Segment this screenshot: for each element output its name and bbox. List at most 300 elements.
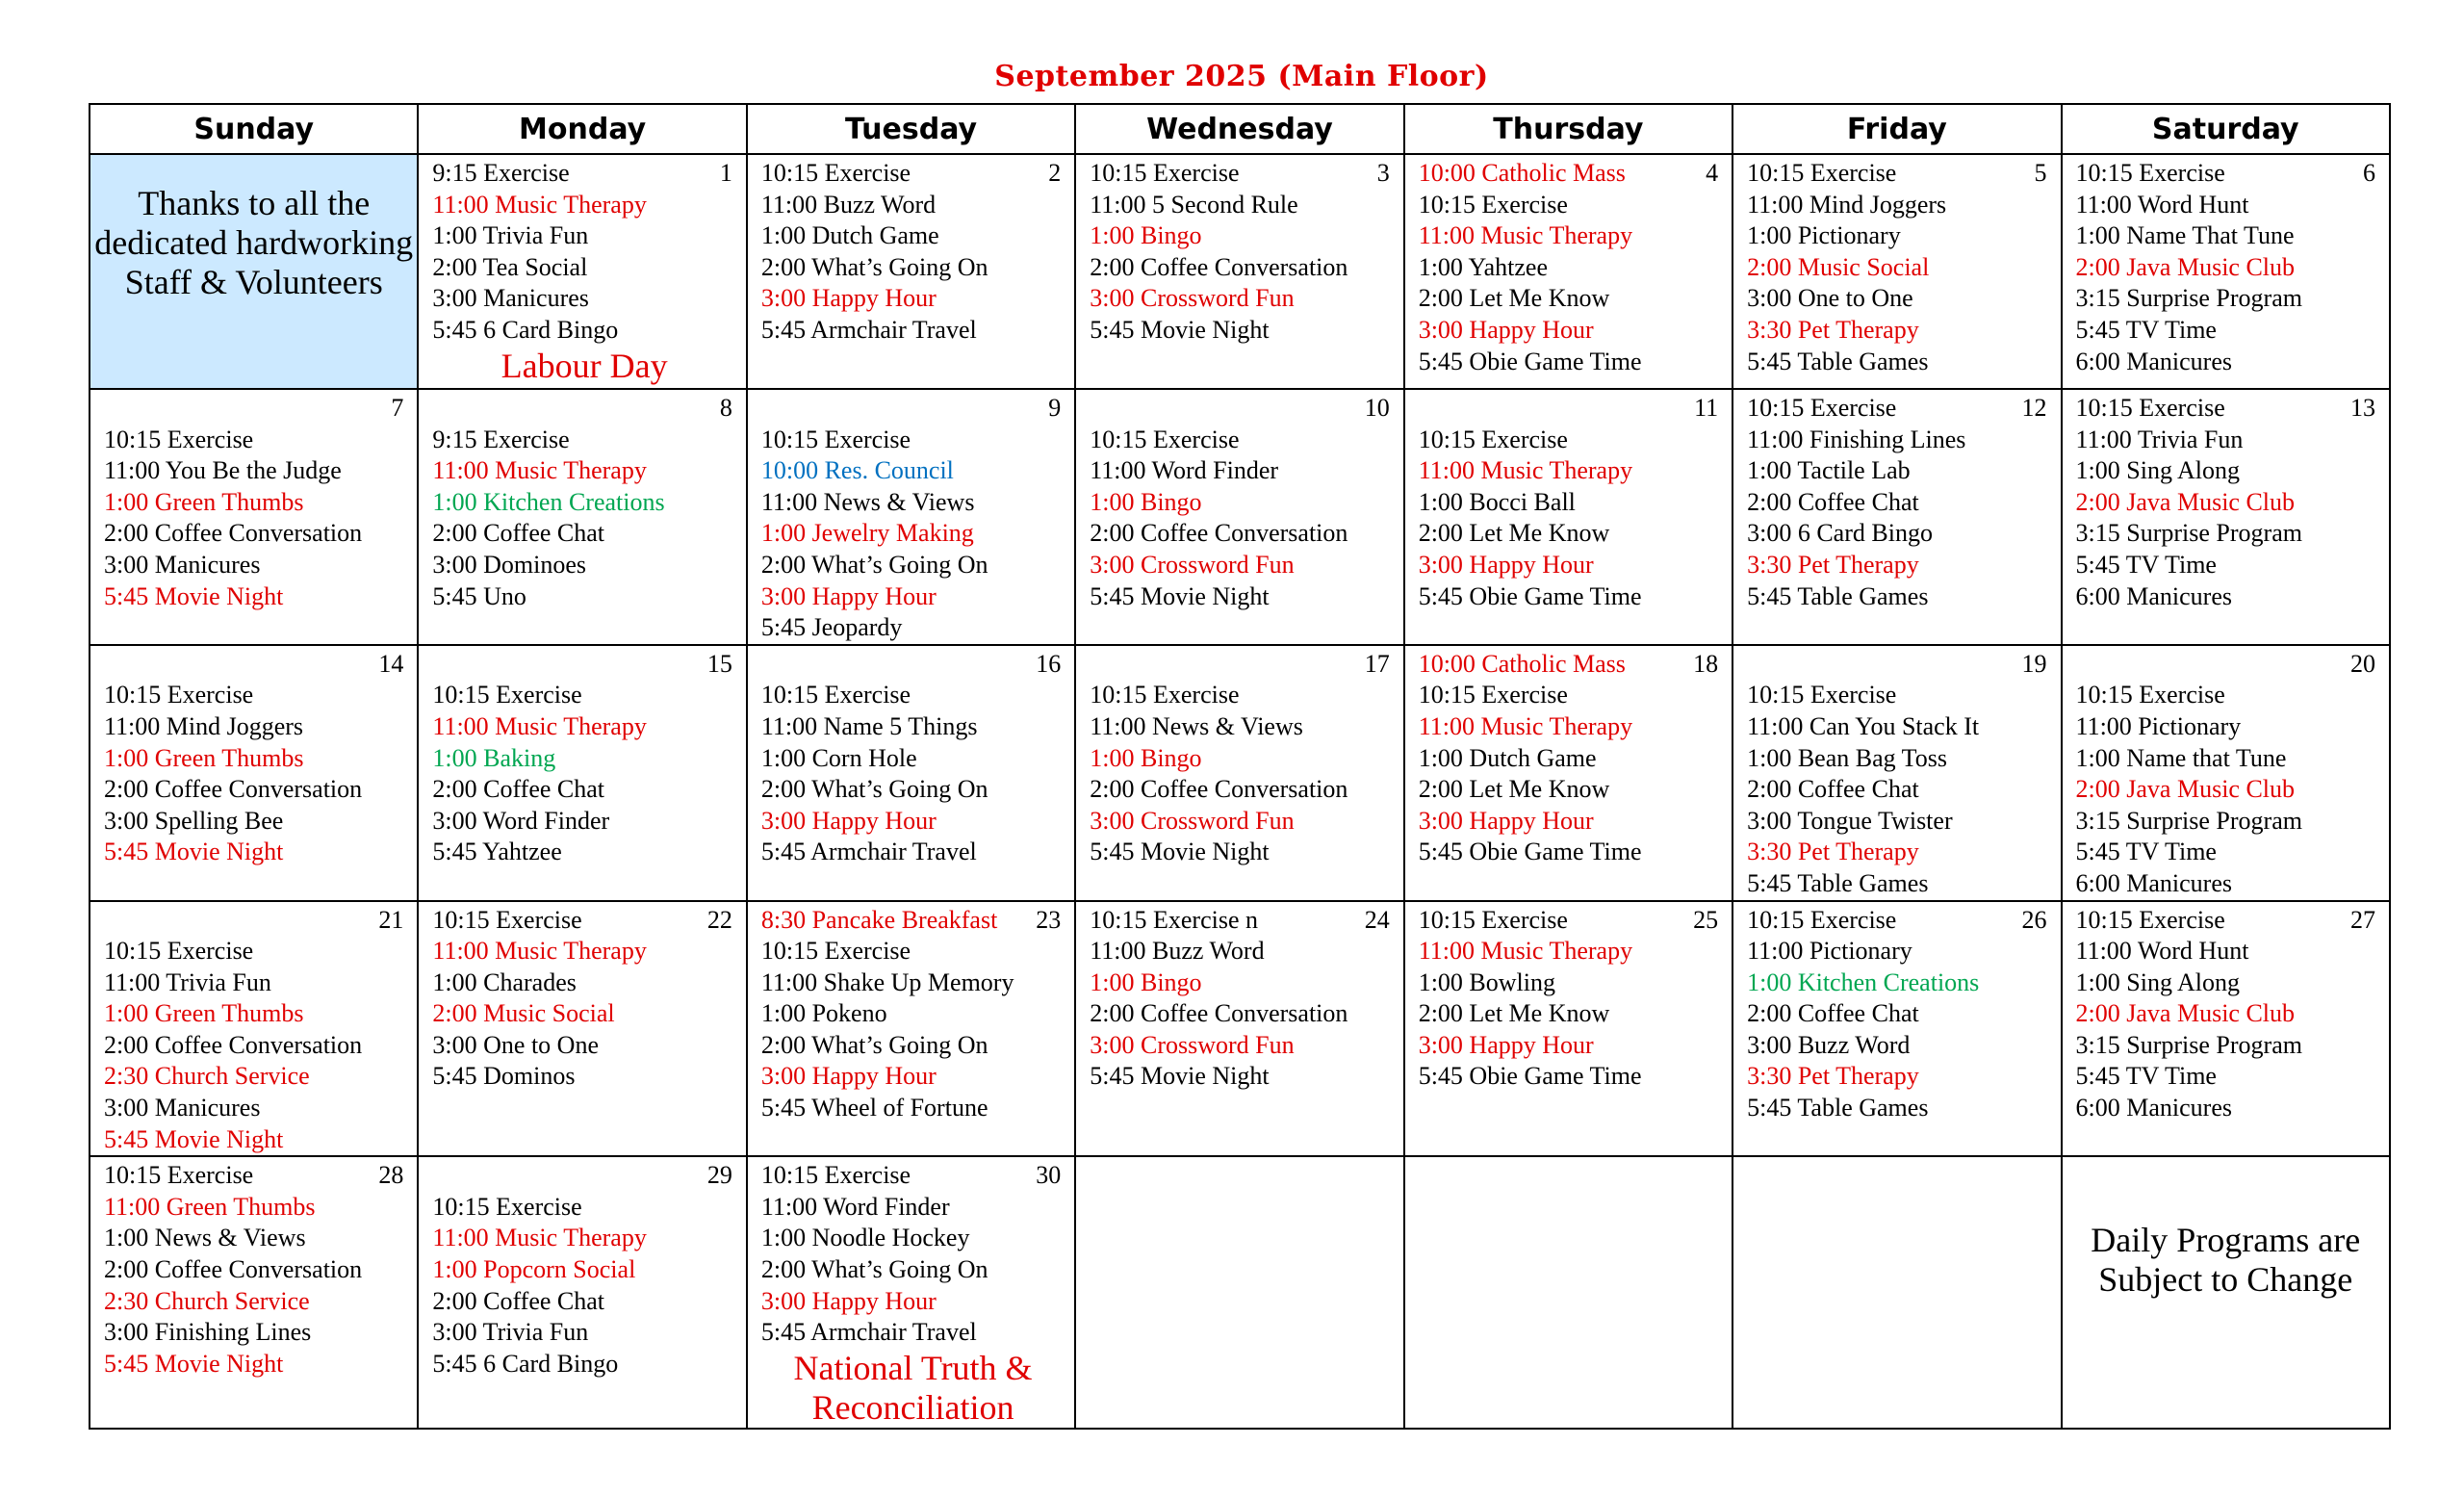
event-item: 3:00 Buzz Word <box>1747 1030 1911 1059</box>
event-item: 5:45 Movie Night <box>1090 838 1270 866</box>
event-item: 1:00 Charades <box>432 967 577 996</box>
event-item: 10:15 Exercise n <box>1090 905 1258 934</box>
event-item: 3:00 Manicures <box>432 284 589 313</box>
event-item: 3:30 Pet Therapy <box>1747 838 1919 866</box>
event-item: 1:00 Pictionary <box>1747 221 1901 250</box>
event-item: 2:00 Coffee Chat <box>432 775 605 804</box>
event-item: 2:00 Java Music Club <box>2075 252 2296 281</box>
event-item: 1:00 Name that Tune <box>2075 743 2287 772</box>
event-item: 11:00 Name 5 Things <box>760 711 978 740</box>
event-item: 11:00 Finishing Lines <box>1747 425 1966 453</box>
event-item: 5:45 Movie Night <box>104 838 284 866</box>
empty-day-cell <box>1075 1156 1403 1429</box>
day-cell <box>747 645 1075 901</box>
weekday-sunday: Sunday <box>90 104 418 154</box>
event-item: 2:00 What’s Going On <box>760 252 988 281</box>
event-item: 10:15 Exercise <box>1747 159 1897 187</box>
event-item: 2:00 What’s Going On <box>760 550 988 579</box>
event-item: 10:15 Exercise <box>104 425 254 453</box>
event-item: 8:30 Pancake Breakfast <box>760 905 998 934</box>
day-cell <box>1075 154 1403 389</box>
day-number: 25 <box>1693 905 1719 934</box>
day-cell-content <box>419 646 745 900</box>
thanks-note: Thanks to all the dedicated hardworking Staff & Volunteers <box>94 184 414 301</box>
event-item: 2:00 Coffee Conversation <box>1090 519 1348 548</box>
event-item: 10:15 Exercise <box>104 681 254 709</box>
event-item: 10:15 Exercise <box>2075 681 2225 709</box>
event-item: 11:00 News & Views <box>760 487 975 516</box>
thanks-note-cell <box>90 154 418 389</box>
week-row <box>90 1156 2390 1429</box>
day-cell <box>90 901 418 1157</box>
event-item: 10:15 Exercise <box>1090 159 1240 187</box>
day-number: 30 <box>1036 1161 1062 1190</box>
empty-day-cell <box>1732 1156 2061 1429</box>
event-item: 10:15 Exercise <box>1090 681 1240 709</box>
event-item: 1:00 Dutch Game <box>760 221 939 250</box>
event-item: 3:00 6 Card Bingo <box>1747 519 1933 548</box>
event-item: 3:00 Happy Hour <box>1418 315 1594 344</box>
day-number: 24 <box>1364 905 1390 934</box>
week-row <box>90 645 2390 901</box>
day-cell-content <box>1733 902 2060 1156</box>
day-cell <box>1075 389 1403 645</box>
event-item: 5:45 Armchair Travel <box>760 315 977 344</box>
event-item: 11:00 Green Thumbs <box>104 1192 316 1221</box>
event-item: 10:15 Exercise <box>432 681 582 709</box>
event-item: 11:00 Mind Joggers <box>1747 190 1947 219</box>
holiday-label: National Truth & Reconciliation <box>793 1348 1033 1427</box>
weekday-thursday: Thursday <box>1404 104 1732 154</box>
day-cell <box>2062 154 2390 389</box>
event-item: 3:00 Happy Hour <box>1418 806 1594 835</box>
event-item: 2:00 Java Music Club <box>2075 487 2296 516</box>
event-item: 11:00 Word Finder <box>1090 456 1279 485</box>
event-item: 5:45 Table Games <box>1747 581 1929 610</box>
event-item: 6:00 Manicures <box>2075 868 2232 897</box>
event-item: 5:45 TV Time <box>2075 1062 2217 1091</box>
event-item: 5:45 Jeopardy <box>760 613 903 642</box>
day-number: 26 <box>2021 905 2047 934</box>
day-number: 10 <box>1364 394 1390 422</box>
event-item: 11:00 Buzz Word <box>760 190 937 219</box>
day-cell <box>747 154 1075 389</box>
day-cell-content <box>1076 902 1402 1156</box>
event-item: 3:00 Crossword Fun <box>1090 806 1295 835</box>
schedule-note-cell <box>2062 1156 2390 1429</box>
event-item: 2:30 Church Service <box>104 1286 310 1315</box>
weekday-tuesday: Tuesday <box>747 104 1075 154</box>
event-item: 1:00 Bowling <box>1418 967 1555 996</box>
event-item: 5:45 Obie Game Time <box>1418 581 1642 610</box>
day-cell-content <box>1076 155 1402 388</box>
day-cell-content <box>1733 155 2060 388</box>
event-item: 2:00 Coffee Conversation <box>1090 252 1348 281</box>
event-item: 11:00 5 Second Rule <box>1090 190 1298 219</box>
day-cell-content <box>1405 155 1732 388</box>
day-number: 21 <box>378 905 404 934</box>
weekday-saturday: Saturday <box>2062 104 2390 154</box>
day-cell <box>747 901 1075 1157</box>
event-item: 1:00 Baking <box>432 743 556 772</box>
event-item: 2:00 Let Me Know <box>1418 284 1610 313</box>
event-item: 11:00 News & Views <box>1090 711 1303 740</box>
day-cell-content <box>1405 390 1732 644</box>
event-item: 5:45 6 Card Bingo <box>432 315 619 344</box>
event-item: 2:00 Coffee Conversation <box>104 1030 363 1059</box>
event-item: 3:00 Happy Hour <box>760 284 937 313</box>
day-number: 14 <box>378 649 404 678</box>
event-item: 3:15 Surprise Program <box>2075 519 2302 548</box>
event-item: 10:15 Exercise <box>760 1161 911 1190</box>
event-item: 5:45 Movie Night <box>1090 315 1270 344</box>
day-cell-content <box>1405 902 1732 1156</box>
day-cell <box>1075 645 1403 901</box>
event-item: 5:45 Obie Game Time <box>1418 1062 1642 1091</box>
event-item: 11:00 Music Therapy <box>432 1224 647 1252</box>
event-item: 1:00 Pokeno <box>760 999 887 1028</box>
day-cell <box>1732 901 2061 1157</box>
event-item: 1:00 Name That Tune <box>2075 221 2295 250</box>
event-item: 1:00 Noodle Hockey <box>760 1224 970 1252</box>
event-item: 10:00 Res. Council <box>760 456 954 485</box>
calendar-body <box>90 154 2390 1429</box>
event-item: 11:00 Music Therapy <box>432 711 647 740</box>
event-item: 1:00 Bingo <box>1090 221 1202 250</box>
event-item: 3:15 Surprise Program <box>2075 806 2302 835</box>
event-item: 5:45 TV Time <box>2075 550 2217 579</box>
day-cell <box>1404 645 1732 901</box>
event-item: 2:00 Coffee Chat <box>432 1286 605 1315</box>
event-item: 10:15 Exercise <box>432 905 582 934</box>
event-item: 3:00 Trivia Fun <box>432 1318 589 1347</box>
day-number: 28 <box>378 1161 404 1190</box>
day-cell <box>418 389 746 645</box>
event-item: 3:00 Finishing Lines <box>104 1318 312 1347</box>
event-item: 10:15 Exercise <box>1747 394 1897 422</box>
event-item: 2:00 What’s Going On <box>760 775 988 804</box>
event-item: 3:00 Happy Hour <box>760 806 937 835</box>
event-item: 1:00 Corn Hole <box>760 743 917 772</box>
day-cell-content <box>2063 390 2389 644</box>
event-item: 5:45 Armchair Travel <box>760 838 977 866</box>
event-item: 3:00 One to One <box>1747 284 1913 313</box>
event-item: 2:00 Tea Social <box>432 252 588 281</box>
event-item: 5:45 Table Games <box>1747 347 1929 375</box>
event-item: 10:15 Exercise <box>760 159 911 187</box>
day-cell-content <box>419 390 745 644</box>
event-item: 1:00 Kitchen Creations <box>1747 967 1980 996</box>
event-item: 10:15 Exercise <box>104 1161 254 1190</box>
day-cell <box>1404 901 1732 1157</box>
event-item: 11:00 Word Finder <box>760 1192 950 1221</box>
day-cell <box>418 154 746 389</box>
event-item: 5:45 Armchair Travel <box>760 1318 977 1347</box>
event-item: 11:00 Shake Up Memory <box>760 967 1014 996</box>
day-number: 1 <box>719 159 732 187</box>
event-item: 10:15 Exercise <box>2075 159 2225 187</box>
event-item: 3:00 Happy Hour <box>1418 550 1594 579</box>
day-number: 9 <box>1048 394 1062 422</box>
event-item: 11:00 Buzz Word <box>1090 937 1265 966</box>
event-item: 3:00 Happy Hour <box>760 1286 937 1315</box>
event-item: 2:00 Music Social <box>1747 252 1930 281</box>
day-cell <box>1732 645 2061 901</box>
event-item: 2:00 Let Me Know <box>1418 775 1610 804</box>
day-cell-content <box>1076 390 1402 644</box>
event-item: 2:00 Coffee Conversation <box>1090 999 1348 1028</box>
event-item: 9:15 Exercise <box>432 159 570 187</box>
day-cell <box>2062 901 2390 1157</box>
event-item: 2:00 Coffee Conversation <box>104 519 363 548</box>
event-item: 5:45 TV Time <box>2075 315 2217 344</box>
day-cell-content <box>1733 390 2060 644</box>
event-item: 1:00 Green Thumbs <box>104 999 304 1028</box>
day-cell <box>90 389 418 645</box>
day-cell-content <box>90 902 417 1156</box>
day-number: 22 <box>706 905 732 934</box>
day-number: 13 <box>2350 394 2375 422</box>
day-number: 5 <box>2034 159 2047 187</box>
event-item: 5:45 Movie Night <box>104 1124 284 1153</box>
day-cell-content <box>1405 646 1732 900</box>
event-item: 5:45 6 Card Bingo <box>432 1349 619 1378</box>
day-number: 12 <box>2021 394 2047 422</box>
event-item: 1:00 Bingo <box>1090 967 1202 996</box>
event-item: 11:00 Can You Stack It <box>1747 711 1980 740</box>
day-cell-content <box>748 1157 1074 1428</box>
event-item: 3:00 Manicures <box>104 1094 261 1122</box>
event-item: 5:45 Table Games <box>1747 868 1929 897</box>
day-cell <box>90 1156 418 1429</box>
day-number: 16 <box>1036 649 1062 678</box>
event-item: 1:00 Tactile Lab <box>1747 456 1911 485</box>
event-item: 3:00 Happy Hour <box>760 1062 937 1091</box>
week-row <box>90 389 2390 645</box>
event-item: 5:45 Obie Game Time <box>1418 838 1642 866</box>
event-item: 11:00 Trivia Fun <box>104 967 271 996</box>
day-cell-content <box>419 902 745 1156</box>
event-item: 11:00 Pictionary <box>1747 937 1912 966</box>
day-number: 23 <box>1036 905 1062 934</box>
day-cell-content <box>1733 646 2060 900</box>
day-cell <box>1075 901 1403 1157</box>
day-number: 18 <box>1693 649 1719 678</box>
day-cell-content <box>748 646 1074 900</box>
week-row <box>90 154 2390 389</box>
event-item: 1:00 Bingo <box>1090 487 1202 516</box>
event-item: 5:45 Movie Night <box>1090 581 1270 610</box>
event-item: 3:30 Pet Therapy <box>1747 1062 1919 1091</box>
event-item: 3:30 Pet Therapy <box>1747 550 1919 579</box>
day-cell-content <box>2063 902 2389 1156</box>
event-item: 1:00 Sing Along <box>2075 456 2241 485</box>
day-cell <box>2062 389 2390 645</box>
day-cell-content <box>1076 646 1402 900</box>
day-cell-content <box>748 390 1074 644</box>
event-item: 10:15 Exercise <box>1747 681 1897 709</box>
day-cell <box>747 389 1075 645</box>
event-item: 2:00 Music Social <box>432 999 615 1028</box>
event-item: 11:00 Trivia Fun <box>2075 425 2244 453</box>
event-item: 1:00 Dutch Game <box>1418 743 1597 772</box>
day-cell <box>2062 645 2390 901</box>
event-item: 3:15 Surprise Program <box>2075 1030 2302 1059</box>
event-item: 2:00 Coffee Chat <box>1747 999 1919 1028</box>
day-cell-content <box>419 1157 745 1428</box>
event-item: 9:15 Exercise <box>432 425 570 453</box>
day-number: 7 <box>391 394 404 422</box>
day-number: 29 <box>706 1161 732 1190</box>
day-number: 17 <box>1364 649 1390 678</box>
event-item: 2:30 Church Service <box>104 1062 310 1091</box>
event-item: 1:00 Popcorn Social <box>432 1255 636 1284</box>
event-item: 2:00 Let Me Know <box>1418 519 1610 548</box>
event-item: 6:00 Manicures <box>2075 1094 2232 1122</box>
day-cell-content <box>2063 155 2389 388</box>
event-item: 3:00 Tongue Twister <box>1747 806 1953 835</box>
event-item: 3:00 Crossword Fun <box>1090 1030 1295 1059</box>
event-item: 11:00 Music Therapy <box>1418 937 1633 966</box>
event-item: 5:45 TV Time <box>2075 838 2217 866</box>
day-number: 8 <box>719 394 732 422</box>
event-item: 11:00 You Be the Judge <box>104 456 342 485</box>
calendar-grid <box>89 103 2391 1430</box>
event-item: 11:00 Music Therapy <box>432 937 647 966</box>
event-item: 11:00 Word Hunt <box>2075 190 2249 219</box>
event-item: 11:00 Word Hunt <box>2075 937 2249 966</box>
event-item: 10:15 Exercise <box>1090 425 1240 453</box>
event-item: 11:00 Music Therapy <box>1418 221 1633 250</box>
holiday-label: Labour Day <box>500 346 668 385</box>
day-cell <box>90 645 418 901</box>
event-item: 10:15 Exercise <box>1418 425 1568 453</box>
event-item: 3:00 One to One <box>432 1030 600 1059</box>
event-item: 3:30 Pet Therapy <box>1747 315 1919 344</box>
event-item: 10:00 Catholic Mass <box>1418 159 1626 187</box>
event-item: 1:00 Bean Bag Toss <box>1747 743 1947 772</box>
event-item: 3:15 Surprise Program <box>2075 284 2302 313</box>
event-item: 2:00 What’s Going On <box>760 1030 988 1059</box>
event-item: 1:00 Kitchen Creations <box>432 487 665 516</box>
day-number: 19 <box>2021 649 2047 678</box>
weekday-header-row <box>90 104 2390 154</box>
day-number: 15 <box>706 649 732 678</box>
event-item: 5:45 Movie Night <box>104 1349 284 1378</box>
event-item: 10:15 Exercise <box>760 937 911 966</box>
event-item: 2:00 Java Music Club <box>2075 999 2296 1028</box>
day-cell <box>418 645 746 901</box>
event-item: 5:45 Wheel of Fortune <box>760 1094 988 1122</box>
event-item: 2:00 What’s Going On <box>760 1255 988 1284</box>
day-cell-content <box>90 1157 417 1428</box>
event-item: 10:15 Exercise <box>432 1192 582 1221</box>
day-number: 2 <box>1048 159 1062 187</box>
event-item: 10:15 Exercise <box>1418 905 1568 934</box>
event-item: 5:45 Table Games <box>1747 1094 1929 1122</box>
week-row <box>90 901 2390 1157</box>
event-item: 11:00 Music Therapy <box>1418 711 1633 740</box>
event-item: 5:45 Movie Night <box>104 581 284 610</box>
event-item: 10:15 Exercise <box>2075 905 2225 934</box>
event-item: 1:00 Green Thumbs <box>104 487 304 516</box>
day-number: 11 <box>1694 394 1719 422</box>
event-item: 11:00 Pictionary <box>2075 711 2242 740</box>
event-item: 2:00 Java Music Club <box>2075 775 2296 804</box>
event-item: 10:15 Exercise <box>760 425 911 453</box>
day-number: 20 <box>2350 649 2375 678</box>
day-cell <box>1732 389 2061 645</box>
day-cell-content <box>2063 646 2389 900</box>
day-number: 27 <box>2350 905 2375 934</box>
day-number: 3 <box>1376 159 1390 187</box>
event-item: 10:15 Exercise <box>1418 190 1568 219</box>
event-item: 10:00 Catholic Mass <box>1418 649 1626 678</box>
event-item: 1:00 Jewelry Making <box>760 519 974 548</box>
event-item: 1:00 Green Thumbs <box>104 743 304 772</box>
event-item: 2:00 Coffee Chat <box>432 519 605 548</box>
event-item: 10:15 Exercise <box>104 937 254 966</box>
calendar-title: September 2025 (Main Floor) <box>994 60 1489 93</box>
event-item: 3:00 Happy Hour <box>760 581 937 610</box>
event-item: 5:45 Uno <box>432 581 526 610</box>
event-item: 2:00 Let Me Know <box>1418 999 1610 1028</box>
event-item: 5:45 Movie Night <box>1090 1062 1270 1091</box>
event-item: 2:00 Coffee Conversation <box>104 1255 363 1284</box>
day-cell <box>1732 154 2061 389</box>
event-item: 2:00 Coffee Chat <box>1747 775 1919 804</box>
day-number: 6 <box>2363 159 2375 187</box>
day-cell <box>418 1156 746 1429</box>
event-item: 1:00 Bocci Ball <box>1418 487 1576 516</box>
event-item: 10:15 Exercise <box>1418 681 1568 709</box>
event-item: 11:00 Music Therapy <box>432 190 647 219</box>
event-item: 5:45 Yahtzee <box>432 838 562 866</box>
day-cell-content <box>419 155 745 388</box>
event-item: 2:00 Coffee Chat <box>1747 487 1919 516</box>
schedule-change-note: Daily Programs are Subject to Change <box>2091 1221 2361 1300</box>
empty-day-cell <box>1404 1156 1732 1429</box>
event-item: 1:00 Bingo <box>1090 743 1202 772</box>
event-item: 11:00 Music Therapy <box>1418 456 1633 485</box>
event-item: 1:00 Yahtzee <box>1418 252 1549 281</box>
day-cell-content <box>90 390 417 644</box>
event-item: 3:00 Word Finder <box>432 806 610 835</box>
event-item: 11:00 Music Therapy <box>432 456 647 485</box>
event-item: 3:00 Crossword Fun <box>1090 550 1295 579</box>
event-item: 6:00 Manicures <box>2075 347 2232 375</box>
event-item: 3:00 Crossword Fun <box>1090 284 1295 313</box>
event-item: 5:45 Obie Game Time <box>1418 347 1642 375</box>
day-cell-content <box>748 155 1074 388</box>
weekday-monday: Monday <box>418 104 746 154</box>
day-cell <box>1404 154 1732 389</box>
event-item: 11:00 Mind Joggers <box>104 711 304 740</box>
event-item: 3:00 Happy Hour <box>1418 1030 1594 1059</box>
day-cell <box>747 1156 1075 1429</box>
day-cell <box>1404 389 1732 645</box>
event-item: 3:00 Dominoes <box>432 550 587 579</box>
day-cell-content <box>748 902 1074 1156</box>
event-item: 10:15 Exercise <box>1747 905 1897 934</box>
event-item: 6:00 Manicures <box>2075 581 2232 610</box>
event-item: 5:45 Dominos <box>432 1062 576 1091</box>
event-item: 3:00 Spelling Bee <box>104 806 284 835</box>
event-item: 2:00 Coffee Conversation <box>1090 775 1348 804</box>
event-item: 3:00 Manicures <box>104 550 261 579</box>
weekday-wednesday: Wednesday <box>1075 104 1403 154</box>
event-item: 10:15 Exercise <box>760 681 911 709</box>
